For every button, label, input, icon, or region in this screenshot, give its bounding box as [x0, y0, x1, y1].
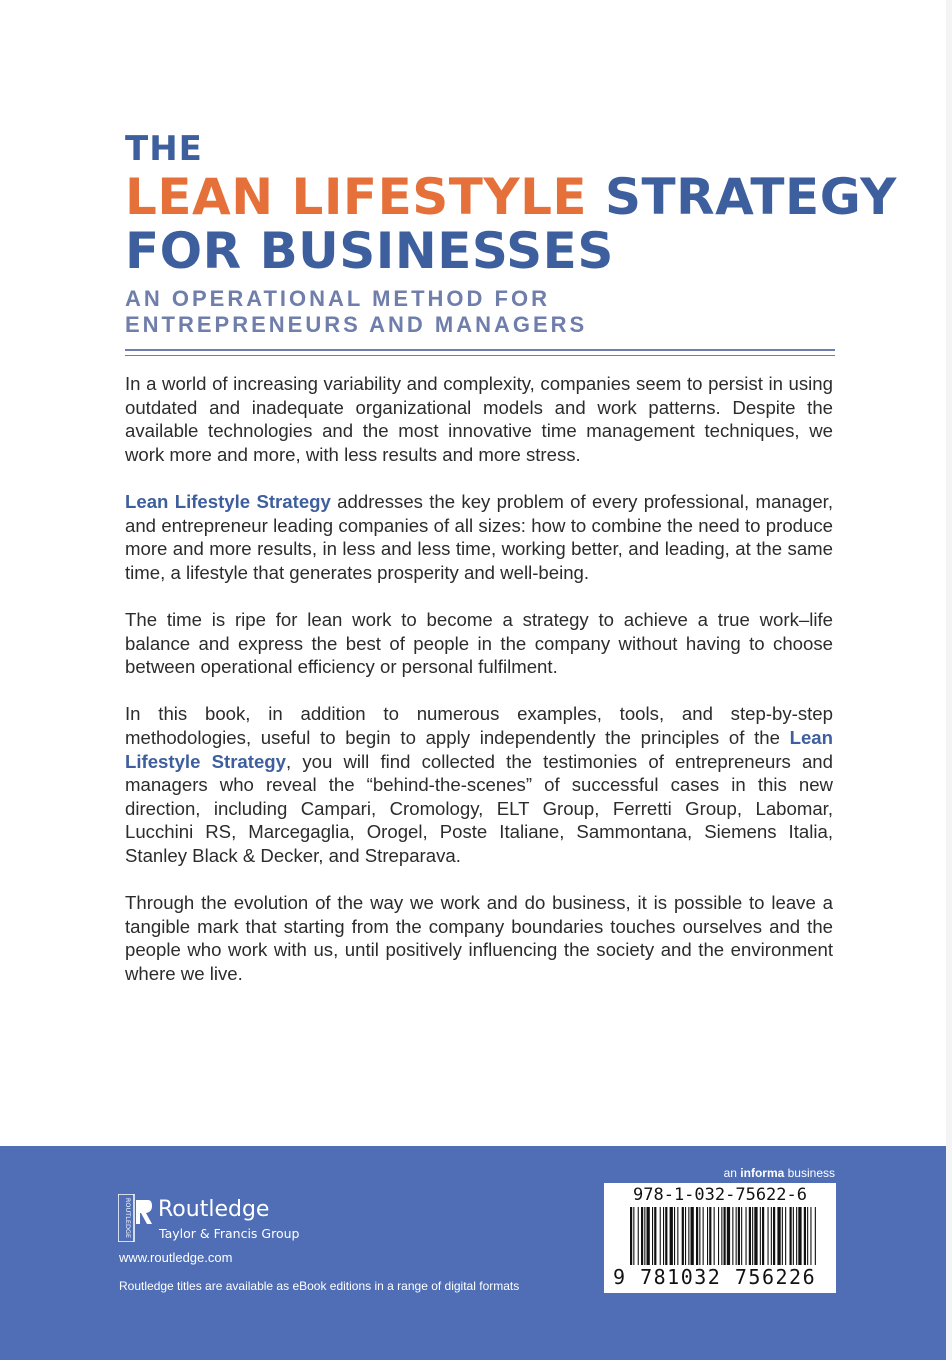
book-title	[125, 128, 897, 280]
blurb-paragraph-5: Through the evolution of the way we work and do business, it is possible to leave a tangible mark that starting from the company boundaries touches ourselves and the people who work with us, until positively influencing the society and the environment where we live.	[125, 892, 833, 984]
barcode-bar	[768, 1207, 769, 1265]
blurb-paragraph-3: The time is ripe for lean work to become a strategy to achieve a true work–life balance and express the best of people in the company without having to choose between operational efficiency or personal fulfilment.	[125, 608, 833, 678]
barcode-bar	[760, 1207, 761, 1265]
barcode-bar	[647, 1207, 650, 1265]
barcode-bar	[798, 1207, 801, 1265]
subtitle-line-1: AN OPERATIONAL METHOD FOR	[125, 286, 550, 311]
barcode-bar	[804, 1207, 806, 1265]
publisher-name: Routledge	[158, 1197, 270, 1222]
blurb-paragraph-4	[125, 702, 833, 867]
routledge-logo-icon	[118, 1194, 152, 1242]
barcode-bar	[663, 1207, 664, 1265]
barcode-bar	[644, 1207, 645, 1265]
barcode-bar	[674, 1207, 675, 1265]
title-accent: LEAN LIFESTYLE	[125, 168, 588, 226]
barcode-bar	[749, 1207, 751, 1265]
barcode-bar	[696, 1207, 698, 1265]
barcode-bar	[754, 1207, 757, 1265]
informa-prefix: an	[723, 1166, 741, 1180]
barcode-bar	[746, 1207, 747, 1265]
barcode-bar	[703, 1207, 704, 1265]
blurb	[125, 372, 833, 1009]
barcode-bar	[790, 1207, 792, 1265]
barcode-bar	[724, 1207, 726, 1265]
isbn-digits: 9 781032 756226	[613, 1265, 817, 1289]
barcode-bar	[718, 1207, 719, 1265]
barcode-bar	[793, 1207, 794, 1265]
barcode-bar	[762, 1207, 764, 1265]
publisher-group: Taylor & Francis Group	[159, 1226, 300, 1241]
barcode-bar	[685, 1207, 686, 1265]
barcode-bar	[638, 1207, 639, 1265]
barcode-bar	[665, 1207, 667, 1265]
divider-thick	[125, 349, 835, 351]
barcode-bar	[652, 1207, 653, 1265]
barcode-bar	[660, 1207, 661, 1265]
informa-brand: informa	[740, 1166, 785, 1180]
paragraph-4-rest: , you will find collected the testimonies of entrepreneurs and managers who reveal the “behind-the-scenes” of successful cases in this new direction, including Campari, Cromology, ELT Group, Ferretti Group, Labomar, Lucchini RS, Marcegaglia, Orogel, Poste Italiane, Sammontana, Siemens Italia, Stanley Black & Decker, and Streparava.	[125, 750, 833, 866]
page-edge	[946, 0, 952, 1360]
barcode-bar	[796, 1207, 797, 1265]
barcode-bar	[688, 1207, 689, 1265]
barcode-bar	[807, 1207, 808, 1265]
barcode-bar	[714, 1207, 715, 1265]
barcode-bar	[771, 1207, 772, 1265]
title-strategy: STRATEGY	[605, 168, 897, 226]
barcode-bar	[752, 1207, 753, 1265]
barcode-bar	[721, 1207, 722, 1265]
barcode-bar	[691, 1207, 694, 1265]
isbn-bottom-text	[612, 1265, 834, 1289]
isbn-top-text: 978-1-032-75622-6	[633, 1185, 807, 1205]
barcode-bar	[654, 1207, 656, 1265]
barcode-bar	[777, 1207, 780, 1265]
barcode-bar	[707, 1207, 708, 1265]
publisher-url[interactable]: www.routledge.com	[119, 1250, 233, 1265]
isbn-barcode	[604, 1183, 836, 1293]
paragraph-4-start: In this book, in addition to numerous examples, tools, and step-by-step methodologies, useful to begin to apply independently the principles of the	[125, 703, 833, 748]
barcode-bar	[682, 1207, 684, 1265]
subtitle	[125, 286, 845, 338]
informa-tagline	[705, 1165, 835, 1181]
barcode-bar	[773, 1207, 775, 1265]
title-the: THE	[125, 129, 203, 169]
barcode-bar	[782, 1207, 783, 1265]
barcode-bar	[677, 1207, 678, 1265]
barcode-bar	[641, 1207, 643, 1265]
barcode-bar	[699, 1207, 700, 1265]
subtitle-line-2: ENTREPRENEURS AND MANAGERS	[125, 312, 588, 337]
title-line-2: FOR BUSINESSES	[125, 222, 614, 280]
barcode-bar	[785, 1207, 786, 1265]
barcode-bar	[732, 1207, 733, 1265]
blurb-paragraph-1: In a world of increasing variability and complexity, companies seem to persist in using outdated and inadequate organizational models and work patterns. Despite the available technologies and the most innovative time management techniques, we work more and more, with less results and more stress.	[125, 373, 833, 465]
blurb-paragraph-2	[125, 490, 833, 584]
barcode-bar	[741, 1207, 742, 1265]
title-line-1	[125, 168, 897, 226]
logo-vertical-text: ROUTLEDGE	[124, 1197, 132, 1239]
paragraph-2-text: addresses the key problem of every professional, manager, and entrepreneur leading companies of all sizes: how to combine the need to produce more and more results, in less and less time, working better, and leading, at the same time, a lifestyle that generates prosperity and well-being.	[125, 490, 833, 583]
divider-thin	[125, 355, 835, 356]
highlight-lean-lifestyle: Lean Lifestyle Strategy	[125, 490, 331, 512]
highlight-lean-lifestyle-2: Lean Lifestyle Strategy	[125, 726, 833, 772]
barcode-bar	[709, 1207, 711, 1265]
barcode-bar	[670, 1207, 673, 1265]
barcode-bar	[727, 1207, 730, 1265]
ebook-note: Routledge titles are available as eBook editions in a range of digital formats	[119, 1279, 520, 1293]
informa-suffix: business	[784, 1166, 835, 1180]
